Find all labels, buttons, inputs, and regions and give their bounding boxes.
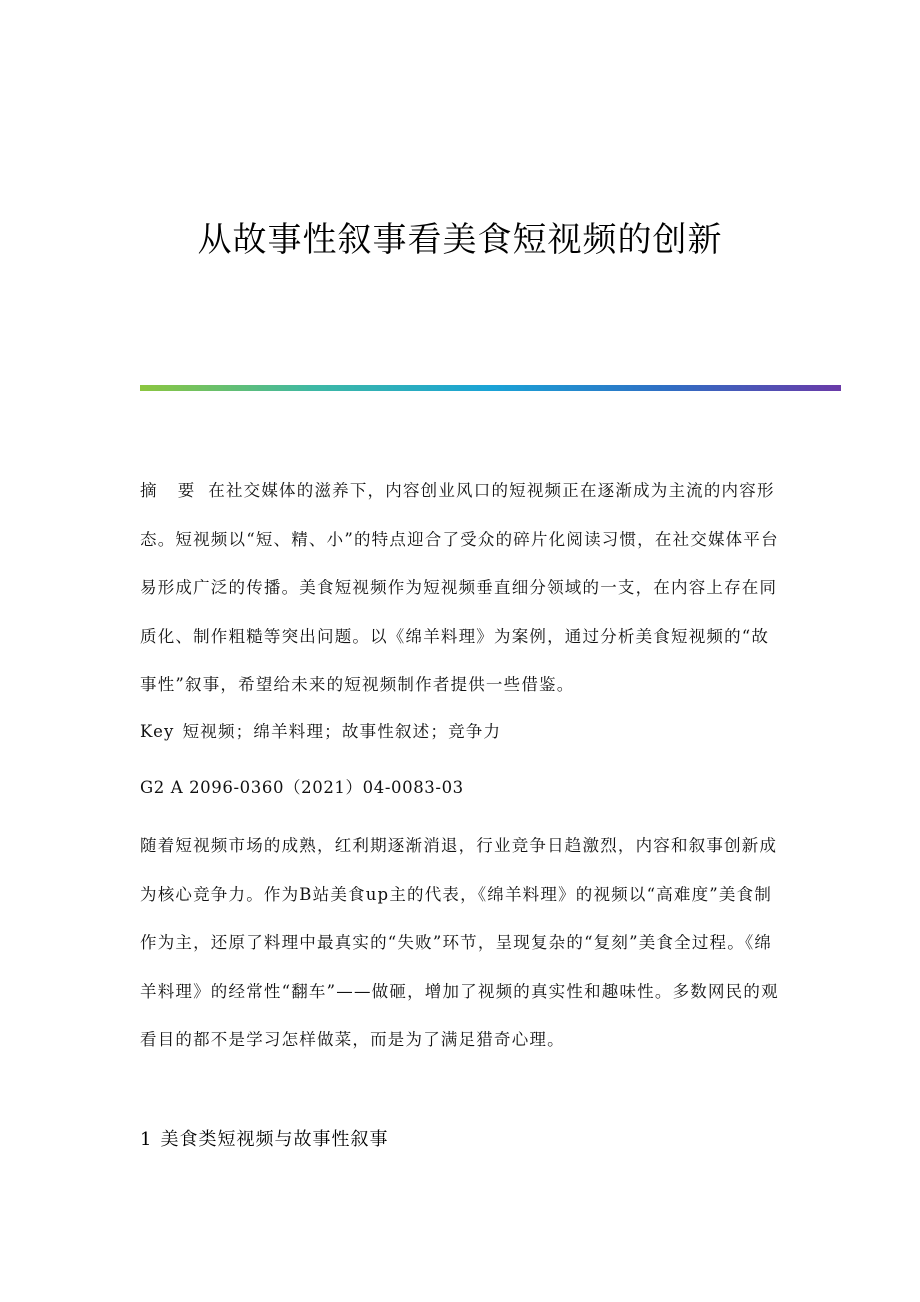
section-title: 美食类短视频与故事性叙事 (160, 1129, 389, 1150)
abstract-label: 摘 要 (140, 481, 203, 500)
section-number: 1 (140, 1129, 153, 1150)
classification-number: G2 A 2096-0360（2021）04-0083-03 (140, 778, 464, 797)
abstract-paragraph (140, 467, 780, 710)
document-title: 从故事性叙事看美食短视频的创新 (197, 220, 723, 260)
keywords-label: Key (140, 722, 175, 741)
section-heading-1 (140, 1120, 388, 1160)
keywords-line (140, 712, 780, 752)
keywords-text: 短视频；绵羊料理；故事性叙述；竞争力 (182, 722, 502, 741)
intro-paragraph: 随着短视频市场的成熟，红利期逐渐消退，行业竞争日趋激烈，内容和叙事创新成为核心竞争力。作为B站美食up主的代表，《绵羊料理》的视频以“高难度”美食制作为主，还原了料理中最真实的“失败”环节，呈现复杂的“复刻”美食全过程。《绵羊料理》的经常性“翻车”——做砸，增加了视频的真实性和趣味性。多数网民的观看目的都不是学习怎样做菜，而是为了满足猎奇心理。 (140, 836, 779, 1050)
title-divider (140, 385, 841, 391)
abstract-text: 在社交媒体的滋养下，内容创业风口的短视频正在逐渐成为主流的内容形态。短视频以“短、精、小”的特点迎合了受众的碎片化阅读习惯，在社交媒体平台易形成广泛的传播。美食短视频作为短视频垂直细分领域的一支，在内容上存在同质化、制作粗糙等突出问题。以《绵羊料理》为案例，通过分析美食短视频的“故事性”叙事，希望给未来的短视频制作者提供一些借鉴。 (140, 481, 779, 695)
